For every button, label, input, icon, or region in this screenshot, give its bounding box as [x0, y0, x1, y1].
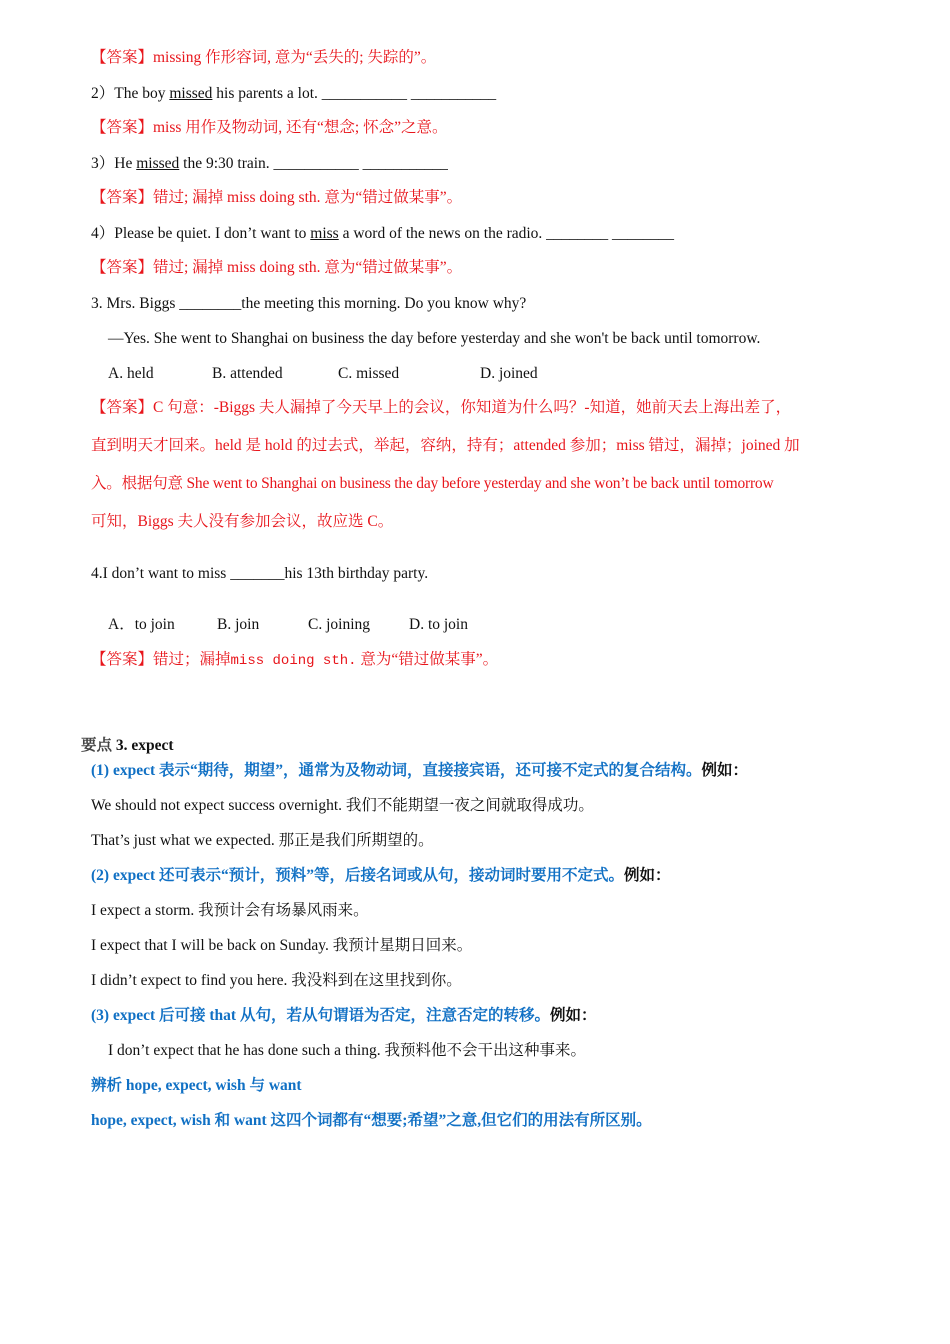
question-4-options — [108, 615, 468, 635]
answer-4: 【答案】错过; 漏掉 miss doing sth. 意为“错过做某事”。 — [91, 259, 463, 276]
sentence-2 — [91, 84, 496, 104]
underlined-word: missed — [136, 155, 180, 172]
text: (1) expect 表示“期待，期望”，通常为及物动词，直接接宾语，还可接不定式的复合结构。 — [91, 762, 702, 779]
text: 3）He — [91, 155, 137, 172]
question-3-options — [108, 364, 538, 384]
text: 例如： — [549, 1007, 597, 1024]
option-b: B. attended — [212, 365, 283, 382]
text: 例如： — [624, 867, 671, 884]
point-2 — [91, 866, 671, 886]
answer-q3-line: 直到明天才回来。held 是 hold 的过去式，举起，容纳，持有；attended 参加；miss 错过，漏掉；joined 加 — [91, 437, 800, 454]
answer-3: 【答案】错过; 漏掉 miss doing sth. 意为“错过做某事”。 — [91, 189, 463, 206]
answer-1: 【答案】missing 作形容词, 意为“丢失的; 失踪的”。 — [91, 49, 437, 66]
example-4: I expect that I will be back on Sunday. 我预计星期日回来。 — [91, 937, 473, 954]
example-6: I don’t expect that he has done such a thing. 我预料他不会干出这种事来。 — [108, 1042, 586, 1059]
text: 意为“错过做某事”。 — [356, 651, 499, 668]
option-b: B. join — [217, 616, 260, 633]
example-3: I expect a storm. 我预计会有场暴风雨来。 — [91, 902, 369, 919]
underlined-word: miss — [310, 225, 339, 242]
answer-q3-line: 入。根据句意 She went to Shanghai on business the day before yesterday and she won’t be back until tomorrow — [91, 475, 774, 492]
text: 2）The boy — [91, 85, 170, 102]
example-1: We should not expect success overnight. 我们不能期望一夜之间就取得成功。 — [91, 797, 594, 814]
option-a: A. held — [108, 365, 154, 382]
answer-q3-line: 可知，Biggs 夫人没有参加会议，故应选 C。 — [91, 513, 394, 530]
text: 3. expect — [115, 737, 174, 754]
option-d: D. to join — [409, 616, 468, 633]
point-1 — [91, 761, 748, 781]
question-4-stem: 4.I don’t want to miss _______his 13th birthday party. — [91, 565, 429, 582]
point-3 — [91, 1006, 596, 1026]
question-3-stem: 3. Mrs. Biggs ________the meeting this morning. Do you know why? — [91, 295, 527, 312]
text: his parents a lot. ___________ ___________ — [212, 85, 497, 102]
text: (3) expect 后可接 that 从句，若从句谓语为否定，注意否定的转移。 — [91, 1007, 550, 1024]
comparison-heading: 辨析 hope, expect, wish 与 want — [91, 1077, 302, 1094]
text: miss doing sth. — [230, 653, 357, 669]
example-2: That’s just what we expected. 那正是我们所期望的。 — [91, 832, 434, 849]
answer-q3-line: 【答案】C 句意：-Biggs 夫人漏掉了今天早上的会议，你知道为什么吗？-知道，她前天去上海出差了， — [91, 399, 792, 416]
answer-q4 — [91, 650, 498, 671]
text: 4）Please be quiet. I don’t want to — [91, 225, 311, 242]
text: 要点 — [81, 737, 113, 754]
option-a: A．to join — [108, 616, 175, 633]
underlined-word: missed — [169, 85, 213, 102]
sentence-4 — [91, 224, 674, 244]
sentence-3 — [91, 154, 448, 174]
text: a word of the news on the radio. ________ ________ — [338, 225, 675, 242]
option-c: C. joining — [308, 616, 371, 633]
question-3-reply: —Yes. She went to Shanghai on business the day before yesterday and she won't be back until tomorrow. — [108, 330, 761, 347]
option-d: D. joined — [480, 365, 538, 382]
section-title — [81, 736, 174, 756]
text: the 9:30 train. ___________ ___________ — [179, 155, 448, 172]
answer-2: 【答案】miss 用作及物动词, 还有“想念; 怀念”之意。 — [91, 119, 448, 136]
option-c: C. missed — [338, 365, 400, 382]
example-5: I didn’t expect to find you here. 我没料到在这里找到你。 — [91, 972, 462, 989]
comparison-intro: hope, expect, wish 和 want 这四个词都有“想要;希望”之意,但它们的用法有所区别。 — [91, 1112, 652, 1129]
text: 【答案】错过；漏掉 — [91, 651, 231, 668]
text: (2) expect 还可表示“预计，预料”等，后接名词或从句，接动词时要用不定式。 — [91, 867, 624, 884]
text: 例如： — [701, 762, 749, 779]
